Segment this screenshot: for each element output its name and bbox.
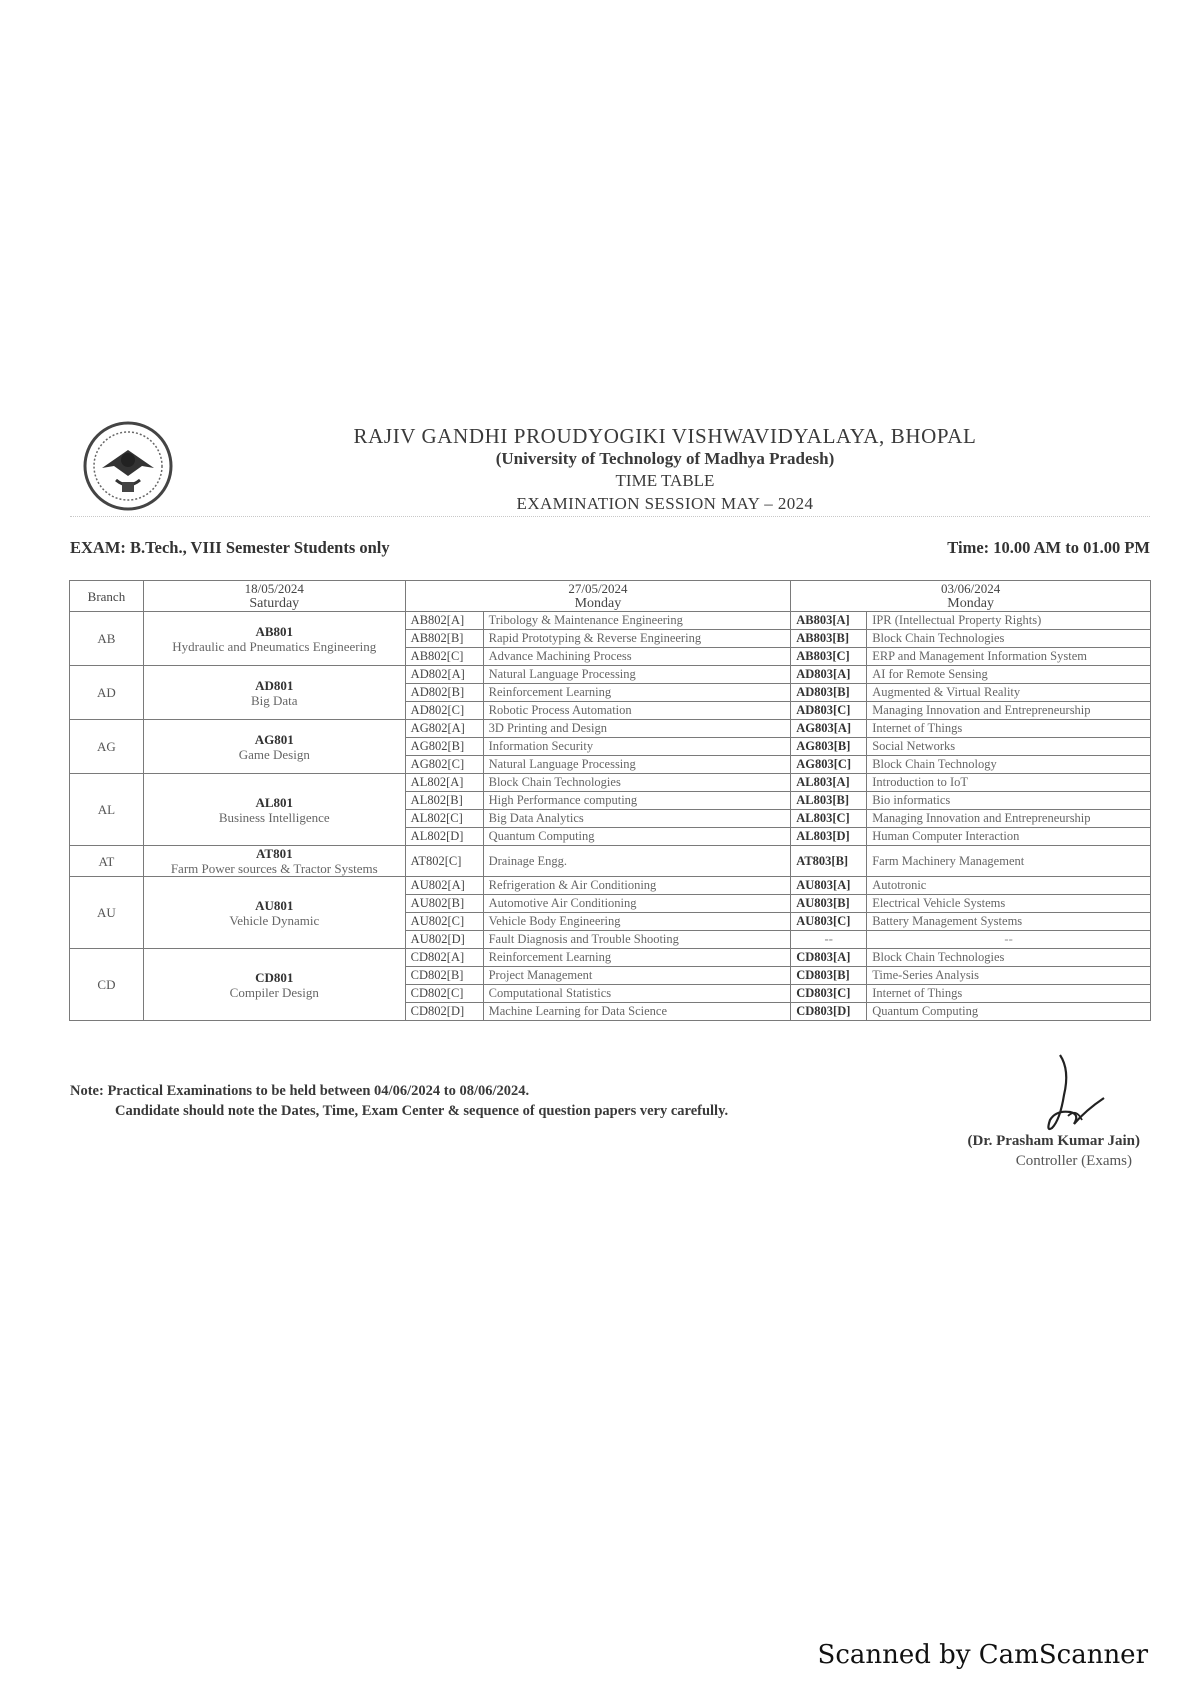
branch-cell: AT	[70, 846, 144, 877]
controller-signature	[1030, 1050, 1110, 1140]
paper-802-code: CD802[C]	[405, 985, 483, 1003]
paper-803-name: Time-Series Analysis	[867, 967, 1151, 985]
paper-801-cell	[143, 612, 405, 666]
paper-802-name: Quantum Computing	[483, 828, 791, 846]
paper-803-name: Autotronic	[867, 877, 1151, 895]
paper-803-code: AG803[A]	[791, 720, 867, 738]
paper-code: AU801	[255, 897, 294, 913]
paper-802-name: Natural Language Processing	[483, 756, 791, 774]
table-row	[70, 666, 1151, 684]
paper-803-code: CD803[D]	[791, 1003, 867, 1021]
paper-code: AB801	[255, 623, 294, 639]
branch-cell: AL	[70, 774, 144, 846]
paper-803-name: Quantum Computing	[867, 1003, 1151, 1021]
table-row	[70, 720, 1151, 738]
branch-cell: AG	[70, 720, 144, 774]
paper-803-name: Internet of Things	[867, 720, 1151, 738]
paper-803-name: Farm Machinery Management	[867, 846, 1151, 877]
paper-802-name: Robotic Process Automation	[483, 702, 791, 720]
paper-802-code: CD802[D]	[405, 1003, 483, 1021]
branch-cell: CD	[70, 949, 144, 1021]
paper-802-code: AG802[C]	[405, 756, 483, 774]
paper-802-name: Vehicle Body Engineering	[483, 913, 791, 931]
branch-cell: AU	[70, 877, 144, 949]
paper-802-name: Automotive Air Conditioning	[483, 895, 791, 913]
paper-803-code: AL803[C]	[791, 810, 867, 828]
paper-802-name: Machine Learning for Data Science	[483, 1003, 791, 1021]
paper-code: AD801	[255, 677, 294, 693]
table-row	[70, 774, 1151, 792]
date-header-2	[405, 581, 791, 612]
paper-801-cell	[143, 949, 405, 1021]
paper-802-name: Tribology & Maintenance Engineering	[483, 612, 791, 630]
paper-name: Business Intelligence	[218, 809, 330, 825]
paper-802-name: Reinforcement Learning	[483, 684, 791, 702]
paper-code: AL801	[255, 794, 294, 810]
paper-802-code: AD802[B]	[405, 684, 483, 702]
paper-803-code: AL803[D]	[791, 828, 867, 846]
paper-803-code: AU803[B]	[791, 895, 867, 913]
paper-802-name: 3D Printing and Design	[483, 720, 791, 738]
day-1: Saturday	[249, 596, 300, 611]
table-row	[70, 877, 1151, 895]
header-divider	[70, 516, 1150, 517]
paper-802-name: Information Security	[483, 738, 791, 756]
day-3: Monday	[947, 596, 994, 611]
paper-802-name: Rapid Prototyping & Reverse Engineering	[483, 630, 791, 648]
paper-801-cell	[143, 846, 405, 877]
paper-name: Big Data	[250, 692, 298, 708]
paper-802-code: AL802[A]	[405, 774, 483, 792]
exam-time: Time: 10.00 AM to 01.00 PM	[947, 538, 1150, 557]
paper-801-cell	[143, 720, 405, 774]
paper-802-code: AL802[C]	[405, 810, 483, 828]
paper-803-name: Managing Innovation and Entrepreneurship	[867, 810, 1151, 828]
paper-803-name: Managing Innovation and Entrepreneurship	[867, 702, 1151, 720]
day-2: Monday	[574, 596, 622, 611]
paper-802-code: AG802[B]	[405, 738, 483, 756]
university-name: RAJIV GANDHI PROUDYOGIKI VISHWAVIDYALAYA, BHOPAL	[353, 424, 977, 448]
paper-803-name: ERP and Management Information System	[867, 648, 1151, 666]
paper-802-code: AL802[D]	[405, 828, 483, 846]
paper-code: AT801	[255, 846, 293, 861]
scanner-watermark: Scanned by CamScanner	[817, 1640, 1148, 1670]
paper-802-code: CD802[B]	[405, 967, 483, 985]
table-row	[70, 612, 1151, 630]
paper-803-code: AU803[C]	[791, 913, 867, 931]
paper-name: Game Design	[238, 746, 310, 762]
paper-803-code: AD803[C]	[791, 702, 867, 720]
university-subtitle: (University of Technology of Madhya Pradesh)	[495, 449, 835, 468]
paper-803-code: AG803[C]	[791, 756, 867, 774]
paper-803-name: Augmented & Virtual Reality	[867, 684, 1151, 702]
branch-cell: AB	[70, 612, 144, 666]
paper-803-code: AG803[B]	[791, 738, 867, 756]
paper-802-name: Fault Diagnosis and Trouble Shooting	[483, 931, 791, 949]
table-row	[70, 846, 1151, 877]
paper-802-code: AU802[B]	[405, 895, 483, 913]
paper-803-code: AB803[C]	[791, 648, 867, 666]
paper-803-code: --	[791, 931, 867, 949]
document-title: TIME TABLE	[615, 471, 715, 490]
paper-803-code: AU803[A]	[791, 877, 867, 895]
paper-803-code: CD803[A]	[791, 949, 867, 967]
date-2: 27/05/2024	[568, 581, 628, 596]
paper-803-code: AD803[B]	[791, 684, 867, 702]
branch-header: Branch	[70, 581, 144, 612]
paper-803-name: Electrical Vehicle Systems	[867, 895, 1151, 913]
paper-803-code: AL803[A]	[791, 774, 867, 792]
paper-801-cell	[143, 666, 405, 720]
paper-802-code: AT802[C]	[405, 846, 483, 877]
date-header-3	[791, 581, 1151, 612]
table-row	[70, 949, 1151, 967]
paper-802-name: Natural Language Processing	[483, 666, 791, 684]
paper-802-name: Reinforcement Learning	[483, 949, 791, 967]
branch-cell: AD	[70, 666, 144, 720]
paper-803-code: AB803[B]	[791, 630, 867, 648]
paper-801-cell	[143, 774, 405, 846]
paper-802-code: AU802[A]	[405, 877, 483, 895]
paper-803-name: Human Computer Interaction	[867, 828, 1151, 846]
exam-description: EXAM: B.Tech., VIII Semester Students only	[70, 538, 390, 557]
paper-802-name: Computational Statistics	[483, 985, 791, 1003]
paper-802-code: AU802[C]	[405, 913, 483, 931]
paper-802-code: AG802[A]	[405, 720, 483, 738]
paper-802-name: Refrigeration & Air Conditioning	[483, 877, 791, 895]
paper-802-name: Advance Machining Process	[483, 648, 791, 666]
paper-803-name: AI for Remote Sensing	[867, 666, 1151, 684]
paper-802-name: Drainage Engg.	[483, 846, 791, 877]
paper-803-name: Bio informatics	[867, 792, 1151, 810]
paper-803-name: Block Chain Technologies	[867, 630, 1151, 648]
paper-803-name: --	[867, 931, 1151, 949]
paper-803-name: Introduction to IoT	[867, 774, 1151, 792]
paper-code: AG801	[254, 731, 294, 747]
paper-802-name: High Performance computing	[483, 792, 791, 810]
timetable-header-row	[70, 581, 1151, 612]
paper-802-code: AU802[D]	[405, 931, 483, 949]
date-1: 18/05/2024	[244, 581, 304, 596]
paper-802-name: Big Data Analytics	[483, 810, 791, 828]
controller-role: Controller (Exams)	[1015, 1153, 1132, 1169]
controller-name: (Dr. Prasham Kumar Jain)	[967, 1133, 1140, 1149]
paper-803-name: Internet of Things	[867, 985, 1151, 1003]
paper-802-code: AD802[C]	[405, 702, 483, 720]
note-line-2: Candidate should note the Dates, Time, Exam Center & sequence of question papers very carefully.	[115, 1103, 729, 1119]
timetable	[69, 580, 1151, 1021]
paper-803-code: AL803[B]	[791, 792, 867, 810]
exam-session: EXAMINATION SESSION MAY – 2024	[516, 494, 814, 513]
paper-802-name: Block Chain Technologies	[483, 774, 791, 792]
date-3: 03/06/2024	[941, 581, 1001, 596]
paper-803-name: Battery Management Systems	[867, 913, 1151, 931]
date-header-1	[143, 581, 405, 612]
paper-name: Vehicle Dynamic	[229, 912, 320, 928]
paper-803-code: CD803[B]	[791, 967, 867, 985]
paper-name: Hydraulic and Pneumatics Engineering	[172, 638, 377, 654]
paper-803-name: Block Chain Technologies	[867, 949, 1151, 967]
paper-802-code: AB802[A]	[405, 612, 483, 630]
paper-803-code: AB803[A]	[791, 612, 867, 630]
paper-803-name: Social Networks	[867, 738, 1151, 756]
paper-802-code: AL802[B]	[405, 792, 483, 810]
paper-802-code: AB802[B]	[405, 630, 483, 648]
paper-801-cell	[143, 877, 405, 949]
paper-name: Farm Power sources & Tractor Systems	[170, 861, 378, 876]
paper-code: CD801	[255, 969, 294, 985]
paper-803-name: IPR (Intellectual Property Rights)	[867, 612, 1151, 630]
paper-802-code: CD802[A]	[405, 949, 483, 967]
note-line-1: Note: Practical Examinations to be held between 04/06/2024 to 08/06/2024.	[70, 1083, 530, 1099]
paper-802-code: AB802[C]	[405, 648, 483, 666]
paper-803-code: CD803[C]	[791, 985, 867, 1003]
paper-name: Compiler Design	[229, 984, 319, 1000]
paper-803-code: AT803[B]	[791, 846, 867, 877]
paper-803-code: AD803[A]	[791, 666, 867, 684]
paper-802-code: AD802[A]	[405, 666, 483, 684]
paper-802-name: Project Management	[483, 967, 791, 985]
paper-803-name: Block Chain Technology	[867, 756, 1151, 774]
